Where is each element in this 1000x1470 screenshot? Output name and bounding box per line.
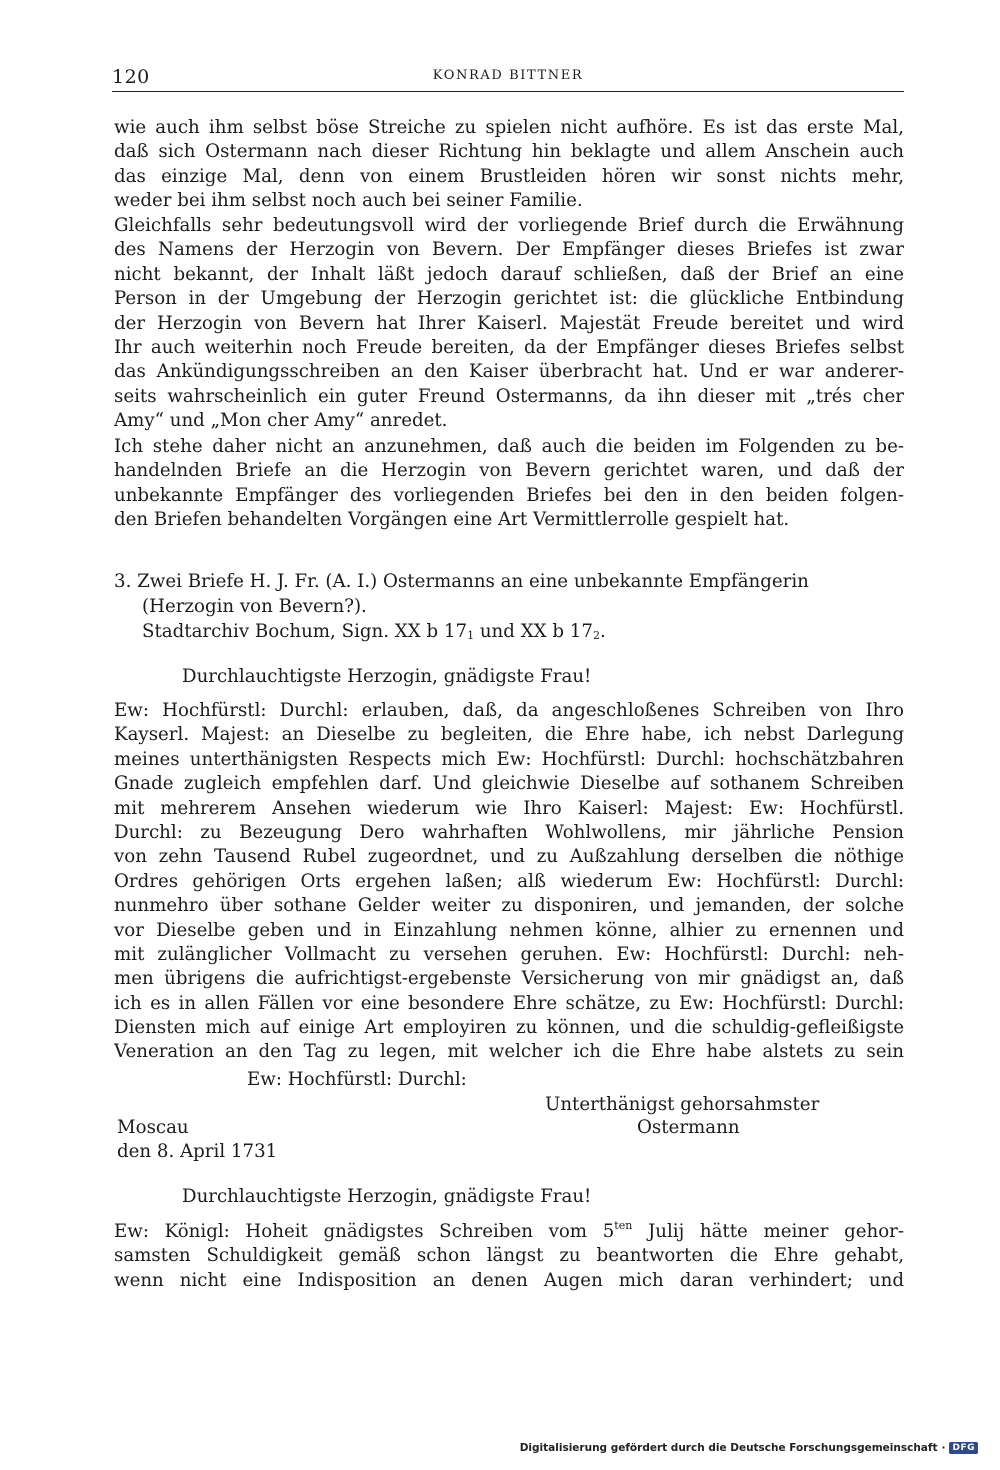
letter-2-salutation: Durchlauchtigste Herzogin, gnädigste Frau! <box>182 1186 592 1207</box>
text-line: Kayserl. Majest: an Dieselbe zu begleiten, die Ehre habe, ich nebst Darlegung <box>114 724 904 746</box>
paragraph-2 <box>114 214 904 434</box>
text-line: der Herzogin von Bevern hat Ihrer Kaiserl. Majestät Freude bereitet und wird <box>114 312 904 334</box>
digitization-footer <box>520 1442 978 1454</box>
footer-separator: · <box>941 1442 946 1454</box>
text-line: wenn nicht eine Indisposition an denen Augen mich daran verhindert; und <box>114 1269 904 1291</box>
text-line: daß sich Ostermann nach dieser Richtung hin beklagte und allem Anschein auch <box>114 141 904 163</box>
text-line: Diensten mich auf einige Art employiren zu können, und die schuldig-gefleißigste <box>114 1017 904 1039</box>
text-line: Ich stehe daher nicht an anzunehmen, daß auch die beiden im Folgenden zu be- <box>114 436 904 457</box>
text-line: das einzige Mal, denn von einem Brustleiden hören wir sonst nichts mehr, <box>114 165 904 187</box>
text-line: den Briefen behandelten Vorgängen eine Art Vermittlerrolle gespielt hat. <box>114 509 790 531</box>
text-line: Ew: Hochfürstl: Durchl: erlauben, daß, da angeschloßenes Schreiben von Ihro <box>114 700 904 721</box>
text-line: Veneration an den Tag zu legen, mit welcher ich die Ehre habe alstets zu sein <box>114 1041 904 1063</box>
text-line: von zehn Tausend Rubel zugeordnet, und zu Außzahlung derselben die nöthige <box>114 846 904 868</box>
item-heading <box>114 570 904 595</box>
text-line: ich es in allen Fällen vor eine besondere Ehre schätze, zu Ew: Hochfürstl: Durchl: <box>114 992 904 1014</box>
text-line: vor Dieselbe geben und in Einzahlung nehmen könne, alhier zu ernennen und <box>114 919 904 941</box>
paragraph-1 <box>114 116 904 214</box>
text-line: nunmehro über sothane Gelder weiter zu disponiren, und jemanden, der solche <box>114 895 904 917</box>
text-line: unbekannte Empfänger des vorliegenden Briefes bei den in den beiden folgen- <box>114 484 904 506</box>
text-line: Amy“ und „Mon cher Amy“ anredet. <box>114 410 448 432</box>
closing-formula: Unterthänigst gehorsahmster <box>545 1094 820 1115</box>
item-subtitle: (Herzogin von Bevern?). <box>142 595 367 617</box>
text-line: mit zulänglicher Vollmacht zu versehen geruhen. Ew: Hochfürstl: Durchl: neh- <box>114 943 904 965</box>
section-item-3 <box>114 570 904 644</box>
text-line: Gnade zugleich empfehlen darf. Und gleichwie Dieselbe auf sothanem Schreiben <box>114 773 904 795</box>
signature: Ostermann <box>637 1117 740 1138</box>
text-line: das Ankündigungsschreiben an den Kaiser überbracht hat. Und er war anderer- <box>114 361 904 383</box>
text-line: meines unterthänigsten Respects mich Ew: Hochfürstl: Durchl: hochschätzbahren <box>114 748 904 770</box>
letter-place: Moscau <box>117 1117 189 1138</box>
item-title: Zwei Briefe H. J. Fr. (A. I.) Ostermanns an eine unbekannte Empfängerin <box>137 571 809 592</box>
text-line: weder bei ihm selbst noch auch bei seiner Familie. <box>114 190 583 212</box>
text-line: Person in der Umgebung der Herzogin gerichtet ist: die glückliche Entbindung <box>114 288 904 310</box>
closing-address: Ew: Hochfürstl: Durchl: <box>247 1069 467 1090</box>
letter-1-body <box>114 699 904 1065</box>
text-line: Durchl: zu Bezeugung Dero wahrhaften Wohlwollens, mir jährliche Pension <box>114 821 904 843</box>
running-head: KONRAD BITTNER <box>432 68 584 83</box>
text-line: Ordres gehörigen Orts ergehen laßen; alß wiederum Ew: Hochfürstl: Durchl: <box>114 870 904 892</box>
page-number: 120 <box>112 66 150 88</box>
dfg-logo-icon: DFG <box>949 1442 978 1454</box>
item-number: 3. <box>114 571 132 592</box>
text-line: nicht bekannt, der Inhalt läßt jedoch darauf schließen, daß der Brief an eine <box>114 263 904 285</box>
text-line: Gleichfalls sehr bedeutungsvoll wird der vorliegende Brief durch die Erwähnung <box>114 215 904 236</box>
letter-1-salutation: Durchlauchtigste Herzogin, gnädigste Frau! <box>182 666 592 687</box>
text-line: Ew: Königl: Hoheit gnädigstes Schreiben vom $5^{ten}$ Julij hätte meiner gehor- <box>114 1219 905 1242</box>
text-line: wie auch ihm selbst böse Streiche zu spielen nicht aufhöre. Es ist das erste Mal, <box>114 117 904 138</box>
text-line: seits wahrscheinlich ein guter Freund Ostermanns, da ihn dieser mit „trés cher <box>114 385 904 407</box>
text-line: des Namens der Herzogin von Bevern. Der Empfänger dieses Briefes ist zwar <box>114 239 904 261</box>
text-line: samsten Schuldigkeit gemäß schon längst zu beantworten die Ehre gehabt, <box>114 1245 904 1267</box>
item-source: Stadtarchiv Bochum, Sign. XX b $17_1$ und XX b $17_2$. <box>142 620 606 642</box>
text-line: men übrigens die aufrichtigst-ergebenste Versicherung von mir gnädigst an, daß <box>114 968 904 990</box>
paragraph-3 <box>114 435 904 533</box>
header-rule <box>112 91 904 92</box>
text-line: Ihr auch weiterhin noch Freude bereiten, da der Empfänger dieses Briefes selbst <box>114 336 904 358</box>
footer-text: Digitalisierung gefördert durch die Deutsche Forschungsgemeinschaft <box>519 1442 938 1454</box>
page-header <box>112 66 904 90</box>
letter-date: den 8. April 1731 <box>117 1141 278 1162</box>
text-line: handelnden Briefe an die Herzogin von Bevern gerichtet waren, und daß der <box>114 460 904 482</box>
text-line: mit mehrerem Ansehen wiederum wie Ihro Kaiserl: Majest: Ew: Hochfürstl. <box>114 797 904 819</box>
letter-2-body <box>114 1220 904 1293</box>
